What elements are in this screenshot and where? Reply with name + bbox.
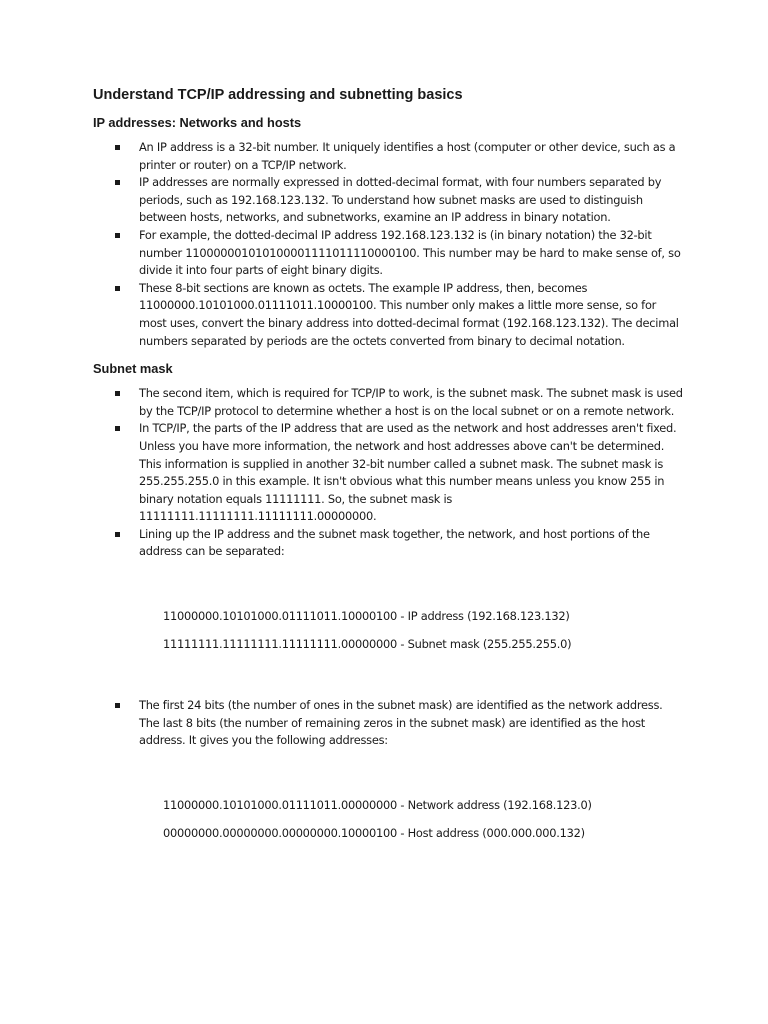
- list-item: [93, 697, 683, 750]
- binary-line-subnet-mask: 11111111.11111111.11111111.00000000 - Subnet mask (255.255.255.0): [163, 636, 572, 651]
- square-bullet-icon: [115, 145, 120, 150]
- network-host-bullet-list: [93, 697, 683, 750]
- list-item-text: Lining up the IP address and the subnet mask together, the network, and host portions of the address can be separated:: [139, 526, 650, 559]
- section-heading-ip-addresses: IP addresses: Networks and hosts: [93, 115, 302, 130]
- binary-line-ip-address: 11000000.10101000.01111011.10000100 - IP address (192.168.123.132): [163, 609, 570, 624]
- section-heading-subnet-mask: Subnet mask: [93, 361, 173, 377]
- list-item: [93, 139, 683, 174]
- list-item-text: An IP address is a 32-bit number. It uniquely identifies a host (computer or other device, such as a printer or router) on a TCP/IP network.: [139, 140, 676, 172]
- list-item: [93, 420, 683, 526]
- list-item-text: These 8-bit sections are known as octets. The example IP address, then, becomes 11000000.10101000.01111011.10000100. This number only makes a little more sense, so for most uses, convert the binary address into dotted-decimal format (192.168.123.132). The decimal numbers separated by periods are the octets converted from binary to decimal notation.: [139, 280, 679, 348]
- square-bullet-icon: [115, 426, 120, 431]
- list-item: [93, 385, 683, 420]
- square-bullet-icon: [115, 532, 120, 537]
- square-bullet-icon: [115, 180, 120, 185]
- list-item-text: The first 24 bits (the number of ones in the subnet mask) are identified as the network address. The last 8 bits (the number of remaining zeros in the subnet mask) are identified as the host address. It gives you the following addresses:: [139, 698, 663, 748]
- document-page: [93, 86, 683, 842]
- list-item-text: IP addresses are normally expressed in dotted-decimal format, with four numbers separated by periods, such as 192.168.123.132. To understand how subnet masks are used to distinguish between hosts, networks, and subnetworks, examine an IP address in binary notation.: [139, 175, 662, 225]
- list-item: [93, 526, 683, 561]
- list-item-text: The second item, which is required for TCP/IP to work, is the subnet mask. The subnet mask is used by the TCP/IP protocol to determine whether a host is on the local subnet or on a remote network.: [139, 386, 683, 418]
- subnet-mask-bullet-list: [93, 385, 683, 561]
- list-item: [93, 280, 683, 350]
- ip-addresses-bullet-list: [93, 139, 683, 350]
- list-item-text: For example, the dotted-decimal IP address 192.168.123.132 is (in binary notation) the 32-bit number 110000001010100001111011110000100. This number may be hard to make sense of, so divide it into four parts of eight binary digits.: [139, 227, 681, 278]
- list-item: [93, 227, 683, 280]
- square-bullet-icon: [115, 391, 120, 396]
- binary-line-host-address: 00000000.00000000.00000000.10000100 - Host address (000.000.000.132): [163, 825, 585, 840]
- square-bullet-icon: [115, 286, 120, 291]
- document-title: Understand TCP/IP addressing and subnetting basics: [93, 87, 463, 103]
- binary-line-network-address: 11000000.10101000.01111011.00000000 - Network address (192.168.123.0): [163, 798, 592, 813]
- list-item-text: In TCP/IP, the parts of the IP address that are used as the network and host addresses aren't fixed. Unless you have more information, the network and host addresses above can't be determined. This information is supplied in another 32-bit number called a subnet mask. The subnet mask is 255.255.255.0 in this example. It isn't obvious what this number means unless you know 255 in binary notation equals 11111111. So, the subnet mask is 11111111.11111111.11111111.00000000.: [139, 421, 677, 524]
- list-item: [93, 174, 683, 227]
- square-bullet-icon: [115, 233, 120, 238]
- square-bullet-icon: [115, 703, 120, 708]
